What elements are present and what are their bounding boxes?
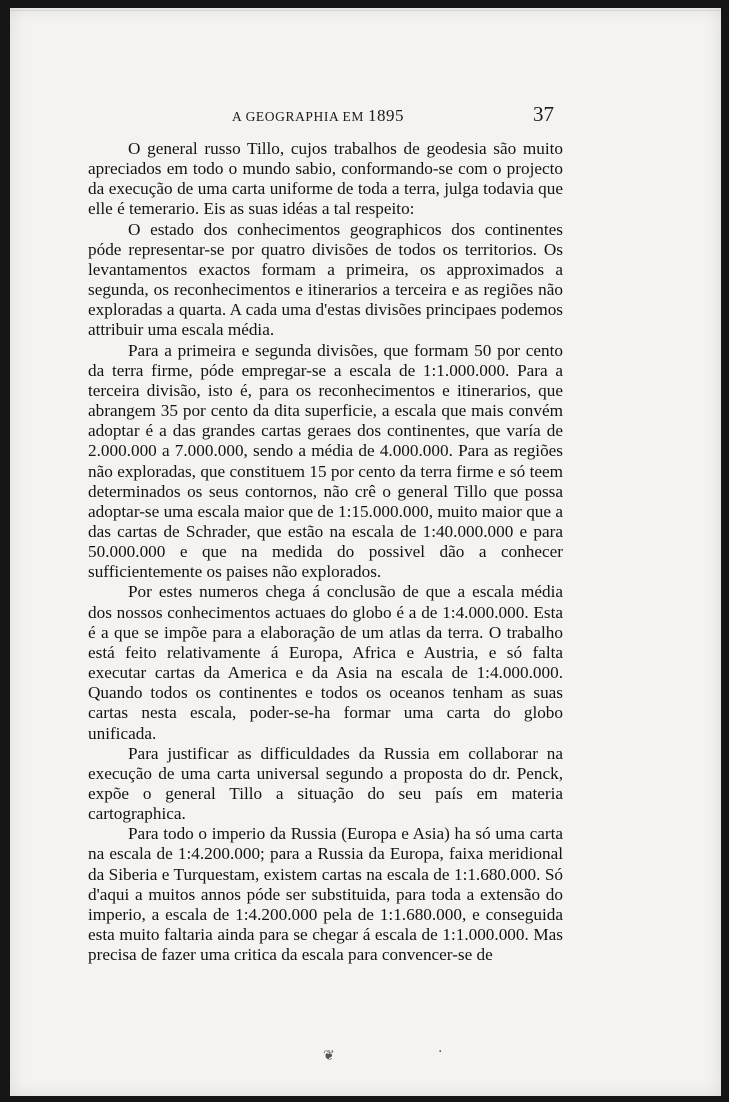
- body-text: [88, 139, 563, 965]
- paragraph: O estado dos conhecimentos geographicos dos continentes póde representar-se por quatro divisões de todos os territorios. Os levantamentos exactos formam a primeira, os approximados a segunda, os reconhecimentos e itinerarios a terceira e as regiões não exploradas a quarta. A cada uma d'estas divisões principaes podemos attribuir uma escala média.: [88, 219, 563, 340]
- page-top-edge: [10, 10, 721, 11]
- paragraph: Para justificar as difficuldades da Russia em collaborar na execução de uma carta universal segundo a proposta do dr. Penck, expõe o general Tillo a situação do seu país em materia cartographica.: [88, 743, 563, 824]
- running-title: [232, 106, 404, 126]
- paragraph: Por estes numeros chega á conclusão de que a escala média dos nossos conhecimentos actuaes do globo é a de 1:4.000.000. Esta é a que se impõe para a elaboração de um atlas da terra. O trabalho está feito relativamente á Europa, Africa e Austria, e só falta executar cartas da America e da Asia na escala de 1:4.000.000. Quando todos os continentes e todos os oceanos tenham as suas cartas nesta escala, poder-se-ha formar uma carta do globo unificada.: [88, 582, 563, 743]
- book-page: [10, 8, 721, 1096]
- running-title-year: 1895: [367, 106, 404, 125]
- ornament-mark: ❦: [323, 1048, 335, 1064]
- page-number: 37: [533, 102, 554, 126]
- paragraph: Para todo o imperio da Russia (Europa e Asia) ha só uma carta na escala de 1:4.200.000; para a Russia da Europa, faixa meridional da Siberia e Turquestam, existem cartas na escala de 1:1.680.000. Só d'aqui a muitos annos póde ser substituida, para toda a extensão do imperio, a escala de 1:4.200.000 pela de 1:1.680.000, e conseguida esta muito faltaria ainda para se chegar á escala de 1:1.000.000. Mas precisa de fazer uma critica da escala para convencer-se de: [88, 824, 563, 965]
- paragraph: Para a primeira e segunda divisões, que formam 50 por cento da terra firme, póde empregar-se a escala de 1:1.000.000. Para a terceira divisão, isto é, para os reconhecimentos e itinerarios, que abrangem 35 por cento da dita superficie, a escala que mais convém adoptar é a das grandes cartas geraes dos continentes, que varía de 2.000.000 a 7.000.000, sendo a média de 4.000.000. Para as regiões não exploradas, que constituem 15 por cento da terra firme e só teem determinados os seus contornos, não crê o general Tillo que possa adoptar-se uma escala maior que de 1:15.000.000, muito maior que a das cartas de Schrader, que estão na escala de 1:40.000.000 e para 50.000.000 e que na medida do possivel dão a conhecer sufficientemente os paises não explorados.: [88, 340, 563, 582]
- dot-mark: ·: [438, 1044, 443, 1060]
- running-title-text: A GEOGRAPHIA EM: [232, 109, 368, 124]
- paragraph: O general russo Tillo, cujos trabalhos de geodesia são muito apreciados em todo o mundo sabio, conformando-se com o projecto da execução de uma carta uniforme de toda a terra, julga todavia que elle é temerario. Eis as suas idéas a tal respeito:: [88, 139, 563, 219]
- running-head: [10, 102, 721, 130]
